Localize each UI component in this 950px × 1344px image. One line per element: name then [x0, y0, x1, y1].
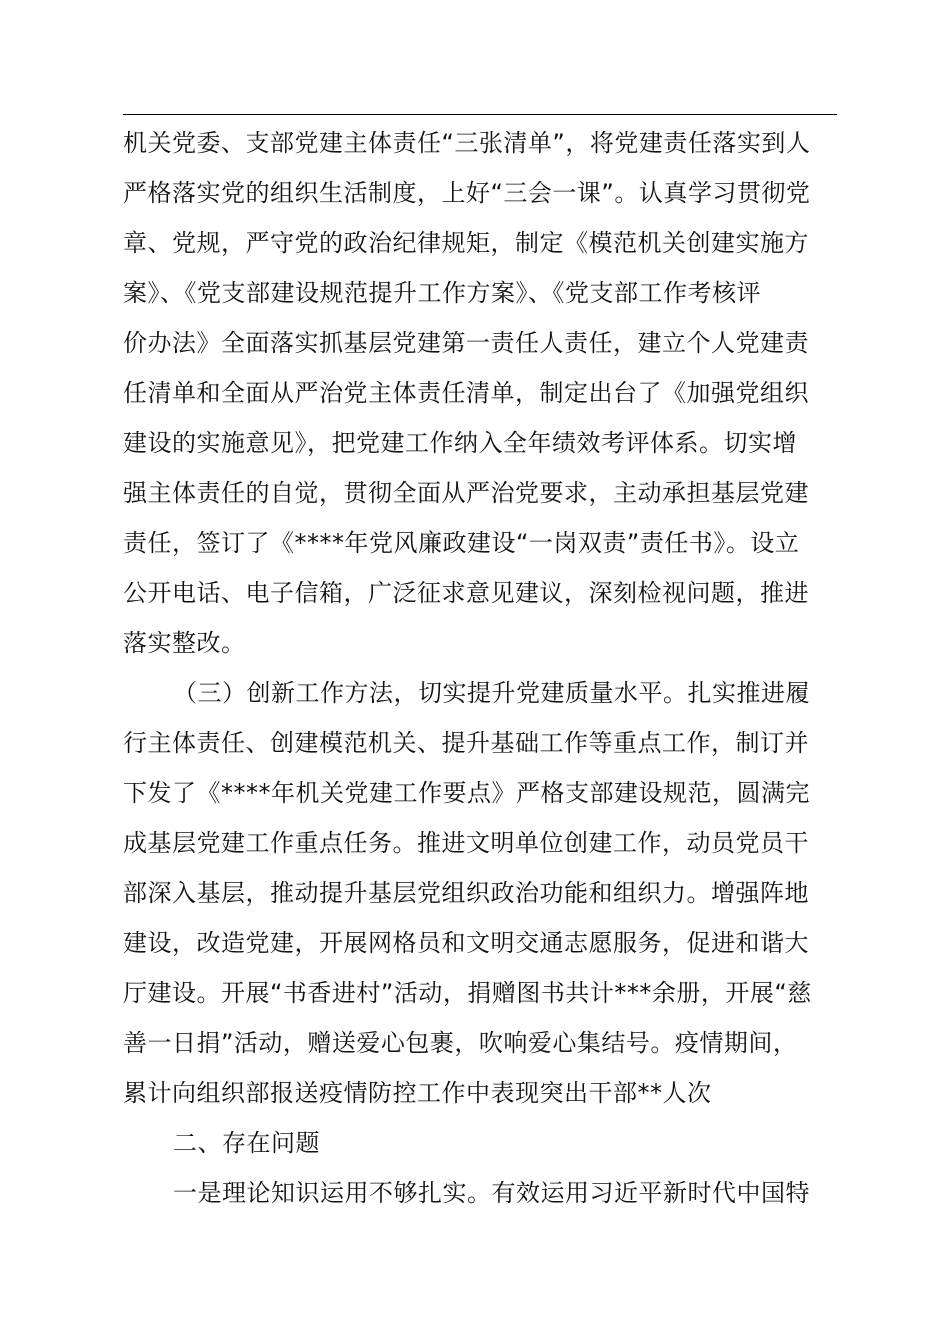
text-line: 公开电话、电子信箱，广泛征求意见建议，深刻检视问题，推进 [123, 579, 809, 607]
text-line: 任清单和全面从严治党主体责任清单，制定出台了《加强党组织 [123, 379, 809, 407]
text-line: 机关党委、支部党建主体责任“三张清单”，将党建责任落实到人 [123, 129, 811, 157]
text-line: 严格落实党的组织生活制度，上好“三会一课”。认真学习贯彻党 [123, 179, 811, 207]
text-line: 落实整改。 [123, 629, 246, 657]
text-line: 下发了《****年机关党建工作要点》严格支部建设规范，圆满完 [123, 779, 810, 807]
text-line: 案》、《党支部建设规范提升工作方案》、《党支部工作考核评 [123, 279, 761, 307]
text-line: 价办法》全面落实抓基层党建第一责任人责任，建立个人党建责 [123, 329, 809, 357]
text-line: 建设的实施意见》，把党建工作纳入全年绩效考评体系。切实增 [123, 429, 797, 457]
section-heading-problems: 二、存在问题 [173, 1129, 320, 1157]
text-line: 善一日捐”活动，赠送爱心包裹，吹响爱心集结号。疫情期间， [123, 1029, 798, 1057]
section-heading-3: （三）创新工作方法，切实提升党建质量水平。扎实推进履 [173, 679, 810, 707]
text-line: 行主体责任、创建模范机关、提升基础工作等重点工作，制订并 [123, 729, 809, 757]
text-line: 一是理论知识运用不够扎实。有效运用习近平新时代中国特 [173, 1179, 810, 1207]
header-rule [123, 114, 837, 115]
text-line: 厅建设。开展“书香进村”活动，捐赠图书共计***余册，开展“慈 [123, 979, 812, 1007]
text-line: 章、党规，严守党的政治纪律规矩，制定《模范机关创建实施方 [123, 229, 809, 257]
text-line: 强主体责任的自觉，贯彻全面从严治党要求，主动承担基层党建 [123, 479, 809, 507]
text-line: 部深入基层，推动提升基层党组织政治功能和组织力。增强阵地 [123, 879, 809, 907]
text-line: 累计向组织部报送疫情防控工作中表现突出干部**人次 [123, 1079, 712, 1107]
text-line: 责任，签订了《****年党风廉政建设“一岗双责”责任书》。设立 [123, 529, 800, 557]
text-line: 成基层党建工作重点任务。推进文明单位创建工作，动员党员干 [123, 829, 809, 857]
text-line: 建设，改造党建，开展网格员和文明交通志愿服务，促进和谐大 [123, 929, 809, 957]
